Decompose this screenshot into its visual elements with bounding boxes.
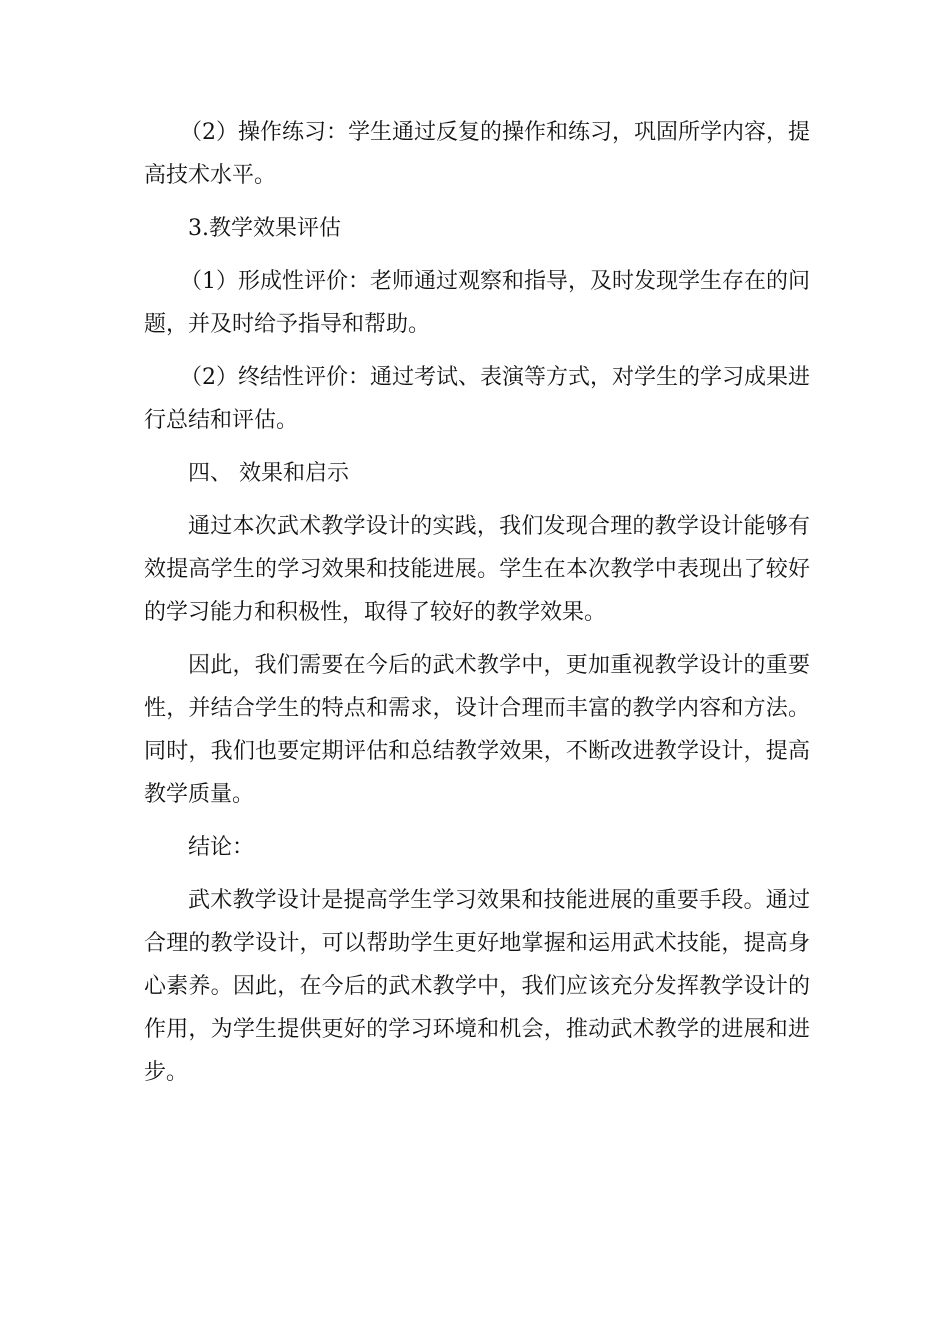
paragraph-practice-findings: 通过本次武术教学设计的实践，我们发现合理的教学设计能够有效提高学生的学习效果和技能进展。学生在本次教学中表现出了较好的学习能力和积极性，取得了较好的教学效果。 (144, 514, 810, 625)
heading-effects-and-insights: 四、 效果和启示 (188, 461, 349, 486)
heading-teaching-evaluation: 3.教学效果评估 (188, 216, 341, 241)
paragraph-conclusion-body: 武术教学设计是提高学生学习效果和技能进展的重要手段。通过合理的教学设计，可以帮助学生更好地掌握和运用武术技能，提高身心素养。因此，在今后的武术教学中，我们应该充分发挥教学设计的作用，为学生提供更好的学习环境和机会，推动武术教学的进展和进步。 (144, 888, 810, 1085)
paragraph-formative-evaluation: （1）形成性评价：老师通过观察和指导，及时发现学生存在的问题，并及时给予指导和帮助。 (144, 269, 810, 337)
paragraph-operation-practice: （2）操作练习：学生通过反复的操作和练习，巩固所学内容，提高技术水平。 (144, 120, 810, 188)
document-body (144, 111, 810, 1094)
heading-conclusion: 结论： (188, 835, 255, 860)
paragraph-future-improvement: 因此，我们需要在今后的武术教学中，更加重视教学设计的重要性，并结合学生的特点和需求，设计合理而丰富的教学内容和方法。同时，我们也要定期评估和总结教学效果，不断改进教学设计，提高教学质量。 (144, 653, 810, 807)
paragraph-summative-evaluation: （2）终结性评价：通过考试、表演等方式，对学生的学习成果进行总结和评估。 (144, 365, 810, 433)
